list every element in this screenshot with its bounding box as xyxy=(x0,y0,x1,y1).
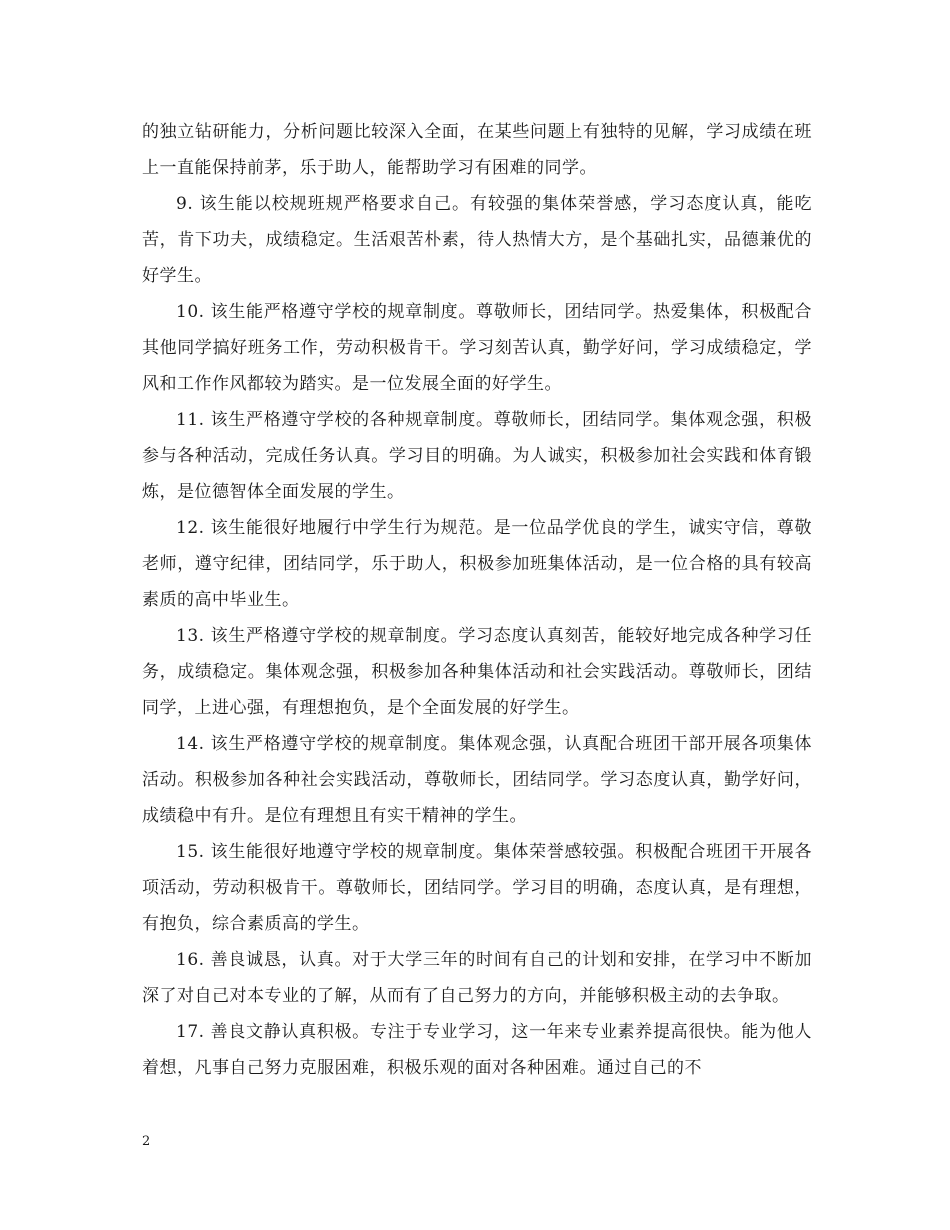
paragraph-item-15: 15. 该生能很好地遵守学校的规章制度。集体荣誉感较强。积极配合班团干开展各项活动，劳动积极肯干。尊敬师长，团结同学。学习目的明确，态度认真，是有理想，有抱负，综合素质高的学生。 xyxy=(142,842,812,934)
paragraph-item-13: 13. 该生严格遵守学校的规章制度。学习态度认真刻苦，能较好地完成各种学习任务，成绩稳定。集体观念强，积极参加各种集体活动和社会实践活动。尊敬师长，团结同学，上进心强，有理想抱负，是个全面发展的好学生。 xyxy=(142,626,812,718)
paragraph-continuation: 的独立钻研能力，分析问题比较深入全面，在某些问题上有独特的见解，学习成绩在班上一直能保持前茅，乐于助人，能帮助学习有困难的同学。 xyxy=(142,122,812,178)
paragraph-item-14: 14. 该生严格遵守学校的规章制度。集体观念强，认真配合班团干部开展各项集体活动。积极参加各种社会实践活动，尊敬师长，团结同学。学习态度认真，勤学好问，成绩稳中有升。是位有理想且有实干精神的学生。 xyxy=(142,734,812,826)
paragraph-item-11: 11. 该生严格遵守学校的各种规章制度。尊敬师长，团结同学。集体观念强，积极参与各种活动，完成任务认真。学习目的明确。为人诚实，积极参加社会实践和体育锻炼，是位德智体全面发展的学生。 xyxy=(142,410,812,502)
paragraph-item-16: 16. 善良诚恳，认真。对于大学三年的时间有自己的计划和安排，在学习中不断加深了对自己对本专业的了解，从而有了自己努力的方向，并能够积极主动的去争取。 xyxy=(142,950,812,1006)
paragraph-item-10: 10. 该生能严格遵守学校的规章制度。尊敬师长，团结同学。热爱集体，积极配合其他同学搞好班务工作，劳动积极肯干。学习刻苦认真，勤学好问，学习成绩稳定，学风和工作作风都较为踏实。是一位发展全面的好学生。 xyxy=(142,302,812,394)
document-body xyxy=(142,114,812,1086)
paragraph-item-9: 9. 该生能以校规班规严格要求自己。有较强的集体荣誉感，学习态度认真，能吃苦，肯下功夫，成绩稳定。生活艰苦朴素，待人热情大方，是个基础扎实，品德兼优的好学生。 xyxy=(142,194,812,286)
page-number: 2 xyxy=(142,1134,151,1149)
paragraph-item-12: 12. 该生能很好地履行中学生行为规范。是一位品学优良的学生，诚实守信，尊敬老师，遵守纪律，团结同学，乐于助人，积极参加班集体活动，是一位合格的具有较高素质的高中毕业生。 xyxy=(142,518,812,610)
paragraph-item-17: 17. 善良文静认真积极。专注于专业学习，这一年来专业素养提高很快。能为他人着想，凡事自己努力克服困难，积极乐观的面对各种困难。通过自己的不 xyxy=(142,1022,812,1078)
